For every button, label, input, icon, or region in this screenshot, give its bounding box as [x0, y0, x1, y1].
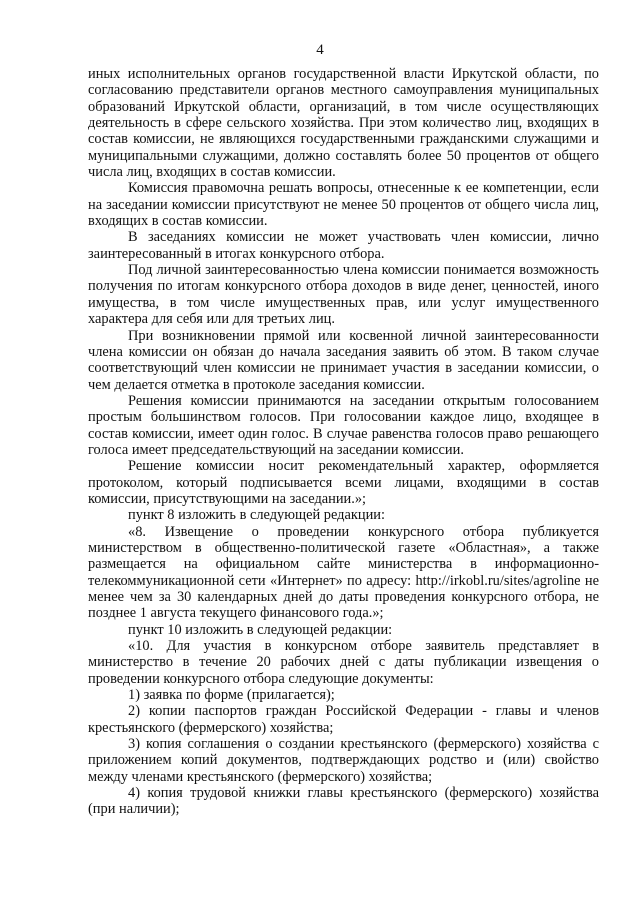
document-body: [88, 66, 599, 818]
list-item-3: 3) копия соглашения о создании крестьянского (фермерского) хозяйства с приложением копий документов, подтверждающих родство и (или) свойство между членами крестьянского (фермерского) хозяйства;: [88, 736, 599, 785]
list-item-4: 4) копия трудовой книжки главы крестьянского (фермерского) хозяйства (при наличии);: [88, 785, 599, 818]
paragraph-8: пункт 8 изложить в следующей редакции:: [128, 507, 385, 524]
paragraph-4: Под личной заинтересованностью члена комиссии понимается возможность получения по итогам конкурсного отбора доходов в виде денег, ценностей, иного имущества, в том числе имущественных прав, или услуг имущественного характера для себя или для третьих лиц.: [88, 262, 599, 328]
paragraph-2: Комиссия правомочна решать вопросы, отнесенные к ее компетенции, если на заседании комиссии присутствуют не менее 50 процентов от общего числа лиц, входящих в состав комиссии.: [88, 180, 599, 230]
paragraph-5: При возникновении прямой или косвенной личной заинтересованности члена комиссии он обязан до начала заседания заявить об этом. В таком случае соответствующий член комиссии не принимает участия в заседании комиссии, о чем делается отметка в протоколе заседания комиссии.: [88, 327, 599, 393]
paragraph-9: «8. Извещение о проведении конкурсного отбора публикуется министерством в общественно-политической газете «Областная», а также размещается на официальном сайте министерства в информационно-телекоммуникационной сети «Интернет» по адресу: http://irkobl.ru/sites/agroline не менее чем за 30 календарных дней до даты проведения конкурсного отбора, не позднее 1 августа текущего финансового года.»;: [88, 523, 599, 622]
list-item-2: 2) копии паспортов граждан Российской Федерации - главы и членов крестьянского (фермерского) хозяйства;: [88, 703, 599, 736]
page-number: 4: [316, 42, 324, 58]
paragraph-3: В заседаниях комиссии не может участвовать член комиссии, лично заинтересованный в итогах конкурсного отбора.: [88, 229, 599, 262]
paragraph-10: пункт 10 изложить в следующей редакции:: [128, 621, 393, 638]
paragraph-6: Решения комиссии принимаются на заседании открытым голосованием простым большинством голосов. При голосовании каждое лицо, входящее в состав комиссии, имеет один голос. В случае равенства голосов право решающего голоса имеет председательствующий на заседании комиссии.: [88, 392, 599, 458]
paragraph-11: «10. Для участия в конкурсном отборе заявитель представляет в министерство в течение 20 рабочих дней с даты публикации извещения о проведении конкурсного отбора следующие документы:: [88, 638, 599, 687]
paragraph-7: Решение комиссии носит рекомендательный характер, оформляется протоколом, который подписывается всеми лицами, входящими в состав комиссии, присутствующими на заседании.»;: [88, 458, 599, 507]
paragraph-1: иных исполнительных органов государственной власти Иркутской области, по согласованию представители органов местного самоуправления муниципальных образований Иркутской области, организаций, в том числе осуществляющих деятельность в сфере сельского хозяйства. При этом количество лиц, входящих в состав комиссии, не являющихся государственными гражданскими служащими и муниципальными служащими, должно составлять более 50 процентов от общего числа лиц, входящих в состав комиссии.: [88, 66, 599, 181]
list-item-1: 1) заявка по форме (прилагается);: [128, 687, 335, 704]
